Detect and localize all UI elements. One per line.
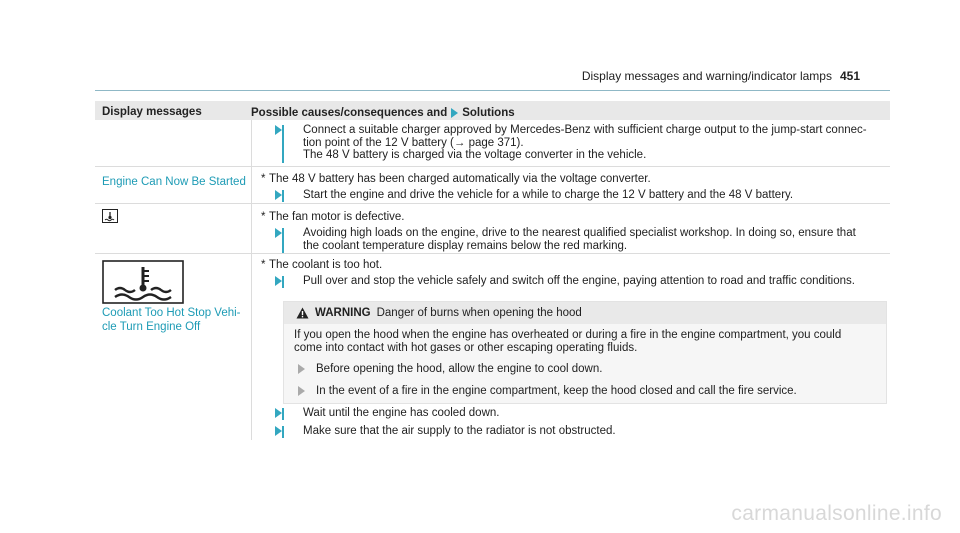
- warning-triangle-icon: [296, 307, 309, 319]
- step-text: Start the engine and drive the vehicle for a while to charge the 12 V battery and the 48 V battery.: [303, 189, 794, 201]
- display-message-engine-can-start: Engine Can Now Be Started: [102, 176, 246, 188]
- warning-step: [294, 363, 876, 376]
- step-text: Wait until the engine has cooled down.: [303, 407, 500, 419]
- step-marker: [282, 125, 284, 163]
- warning-text-line: If you open the hood when the engine has overheated or during a fire in the engine compartment, you could: [294, 329, 842, 341]
- solution-step: [283, 407, 499, 420]
- solution-arrow-icon: [275, 276, 282, 286]
- solution-arrow-icon: [451, 108, 458, 118]
- page-header-text: [582, 69, 860, 83]
- solution-arrow-icon: [275, 190, 282, 200]
- step-text: [303, 227, 856, 252]
- cause-bullet: *: [261, 211, 266, 223]
- messages-table: [95, 101, 890, 440]
- table-row-fan-motor: [95, 204, 890, 254]
- table-header: [95, 101, 890, 120]
- warning-step-text: Before opening the hood, allow the engine to cool down.: [316, 363, 603, 376]
- step-text: Pull over and stop the vehicle safely and switch off the engine, paying attention to road and traffic conditions.: [303, 275, 855, 287]
- solution-arrow-icon: [275, 408, 282, 418]
- step-line: Avoiding high loads on the engine, drive to the nearest qualified specialist workshop. In doing so, ensure that: [303, 227, 856, 239]
- cause-bullet: *: [261, 173, 266, 185]
- warning-box: [283, 301, 887, 404]
- coolant-temperature-icon: [102, 260, 184, 304]
- solution-arrow-icon: [275, 228, 282, 238]
- solution-step: [283, 275, 855, 288]
- header-rule: [95, 90, 890, 91]
- solution-step: [283, 227, 856, 252]
- col-header-causes-solutions: [251, 101, 890, 120]
- step-text: Make sure that the air supply to the radiator is not obstructed.: [303, 425, 616, 437]
- step-marker: [282, 408, 284, 420]
- message-line: Coolant Too Hot Stop Vehi-: [102, 307, 241, 319]
- message-line: cle Turn Engine Off: [102, 321, 201, 333]
- table-row-engine-can-start: [95, 167, 890, 204]
- step-line: the coolant temperature display remains below the red marking.: [303, 239, 628, 252]
- watermark: carmanualsonline.info: [731, 502, 942, 525]
- cause-bullet: *: [261, 259, 266, 271]
- cause-text: The fan motor is defective.: [269, 211, 405, 223]
- warning-title: Danger of burns when opening the hood: [376, 306, 582, 319]
- warning-header: [284, 302, 886, 324]
- causes-cell: [261, 259, 881, 439]
- page-header-title: Display messages and warning/indicator lamps: [581, 69, 832, 83]
- col-header-display-messages: Display messages: [102, 106, 202, 118]
- fan-motor-icon: [102, 209, 118, 223]
- solution-arrow-icon: [275, 426, 282, 436]
- display-message-coolant-too-hot: [102, 306, 241, 334]
- cause-text: The 48 V battery has been charged automatically via the voltage converter.: [269, 173, 651, 185]
- solution-step: [283, 124, 867, 162]
- step-line: tion point of the 12 V battery (→ page 371).: [303, 136, 524, 149]
- warning-arrow-icon: [298, 386, 305, 396]
- warning-arrow-icon: [298, 364, 305, 374]
- solution-arrow-icon: [275, 125, 282, 135]
- col-header-causes-label: Possible causes/consequences and: [251, 107, 448, 119]
- step-line: Connect a suitable charger approved by Mercedes-Benz with sufficient charge output to the jump-start connec-: [303, 124, 867, 136]
- warning-step-text: In the event of a fire in the engine compartment, keep the hood closed and call the fire service.: [316, 384, 797, 397]
- warning-text-line: come into contact with hot gases or other escaping operating fluids.: [294, 341, 638, 354]
- warning-step: [294, 385, 876, 398]
- solution-step: [283, 425, 616, 438]
- cause-text: The coolant is too hot.: [269, 259, 383, 271]
- step-line: The 48 V battery is charged via the voltage converter in the vehicle.: [303, 149, 647, 162]
- step-marker: [282, 190, 284, 202]
- warning-label: WARNING: [315, 306, 371, 319]
- step-text: [303, 124, 867, 162]
- solution-step: [283, 189, 793, 202]
- warning-body: [284, 324, 886, 403]
- col-header-solutions-label: Solutions: [462, 107, 515, 119]
- page-number: 451: [839, 69, 860, 83]
- step-marker: [282, 426, 284, 438]
- table-row-continuation: [95, 120, 890, 167]
- step-marker: [282, 228, 284, 253]
- table-row-coolant-too-hot: [95, 254, 890, 440]
- step-marker: [282, 276, 284, 288]
